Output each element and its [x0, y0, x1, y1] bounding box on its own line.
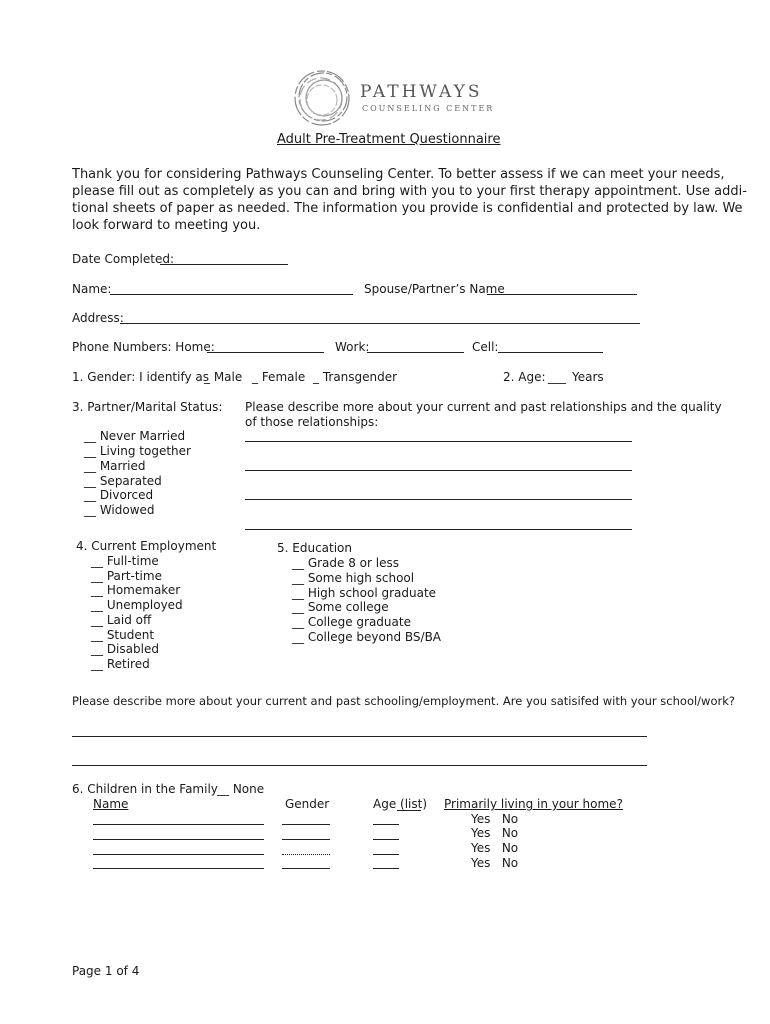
- schooling-answer-line[interactable]: [72, 765, 647, 766]
- address-label: Address:: [72, 311, 124, 325]
- education-option-some-college[interactable]: __ Some college: [292, 600, 389, 614]
- intro-line-1: Thank you for considering Pathways Counseling Center. To better assess if we can meet your needs,: [72, 167, 725, 182]
- child-home-yes-no[interactable]: Yes No: [471, 841, 519, 855]
- phone-home-label: Phone Numbers: Home:: [72, 340, 215, 354]
- marital-label: 3. Partner/Marital Status:: [72, 400, 223, 414]
- gender-label: 1. Gender: I identify as: [72, 370, 209, 384]
- education-option-college-beyond[interactable]: __ College beyond BS/BA: [292, 630, 442, 644]
- address-field[interactable]: [120, 323, 640, 324]
- child-gender-field[interactable]: [282, 839, 330, 840]
- child-name-field[interactable]: [93, 839, 264, 840]
- education-option-college-graduate[interactable]: __ College graduate: [292, 615, 411, 629]
- relationships-answer-line[interactable]: [245, 499, 632, 500]
- child-age-field[interactable]: [373, 868, 399, 869]
- child-gender-field[interactable]: [282, 824, 330, 825]
- children-col-age-underline: [397, 810, 421, 811]
- children-col-age: Age (list): [373, 797, 428, 811]
- page-title: Adult Pre-Treatment Questionnaire: [277, 132, 501, 147]
- child-name-field[interactable]: [93, 868, 264, 869]
- children-none-option[interactable]: __ None: [217, 782, 265, 796]
- education-option-some-high-school[interactable]: __ Some high school: [292, 571, 415, 585]
- marital-option-never-married[interactable]: __ Never Married: [84, 429, 186, 443]
- phone-cell-label: Cell:: [472, 340, 499, 354]
- education-option-high-school-graduate[interactable]: __ High school graduate: [292, 586, 437, 600]
- employment-option-unemployed[interactable]: __ Unemployed: [91, 598, 183, 612]
- phone-home-field[interactable]: [207, 352, 324, 353]
- child-home-yes-no[interactable]: Yes No: [471, 812, 519, 826]
- education-label: 5. Education: [277, 541, 353, 555]
- schooling-prompt: Please describe more about your current and past schooling/employment. Are you satisifed with your school/work?: [72, 694, 735, 708]
- phone-work-label: Work:: [335, 340, 370, 354]
- employment-option-student[interactable]: __ Student: [91, 628, 155, 642]
- employment-option-part-time[interactable]: __ Part-time: [91, 569, 162, 583]
- children-col-gender: Gender: [285, 797, 330, 811]
- marital-option-divorced[interactable]: __ Divorced: [84, 488, 154, 502]
- relationships-answer-line[interactable]: [245, 529, 632, 530]
- logo-name: PATHWAYS: [360, 82, 483, 102]
- employment-option-homemaker[interactable]: __ Homemaker: [91, 583, 181, 597]
- relationships-prompt-line-1: Please describe more about your current and past relationships and the quality: [245, 400, 722, 414]
- name-field[interactable]: [110, 294, 353, 295]
- page-number: Page 1 of 4: [72, 964, 140, 978]
- child-name-field[interactable]: [93, 854, 264, 855]
- employment-label: 4. Current Employment: [76, 539, 217, 553]
- employment-option-laid-off[interactable]: __ Laid off: [91, 613, 152, 627]
- intro-line-3: tional sheets of paper as needed. The information you provide is confidential and protected by law. We: [72, 201, 743, 216]
- gender-option-female[interactable]: _ Female: [252, 370, 306, 384]
- employment-option-full-time[interactable]: __ Full-time: [91, 554, 159, 568]
- child-home-yes-no[interactable]: Yes No: [471, 826, 519, 840]
- gender-option-transgender[interactable]: _ Transgender: [313, 370, 398, 384]
- schooling-answer-line[interactable]: [72, 736, 647, 737]
- education-option-grade-8[interactable]: __ Grade 8 or less: [292, 556, 399, 570]
- phone-cell-field[interactable]: [498, 352, 603, 353]
- date-completed-field[interactable]: [160, 264, 288, 265]
- relationships-prompt-line-2: of those relationships:: [245, 415, 379, 429]
- child-name-field[interactable]: [93, 824, 264, 825]
- children-col-name: Name: [93, 797, 129, 811]
- children-col-home: Primarily living in your home?: [444, 797, 623, 811]
- logo-subtitle: COUNSELING CENTER: [362, 104, 495, 113]
- logo-swirl-icon: [290, 66, 354, 130]
- phone-work-field[interactable]: [367, 352, 464, 353]
- child-gender-field[interactable]: [282, 854, 330, 855]
- employment-option-disabled[interactable]: __ Disabled: [91, 642, 159, 656]
- child-age-field[interactable]: [373, 839, 399, 840]
- intro-line-4: look forward to meeting you.: [72, 218, 261, 233]
- child-age-field[interactable]: [373, 854, 399, 855]
- age-unit: Years: [572, 370, 604, 384]
- child-age-field[interactable]: [373, 824, 399, 825]
- age-label: 2. Age:: [503, 370, 546, 384]
- gender-option-male[interactable]: _ Male: [204, 370, 243, 384]
- marital-option-married[interactable]: __ Married: [84, 459, 146, 473]
- name-label: Name:: [72, 282, 112, 296]
- logo: [290, 66, 610, 130]
- marital-option-living-together[interactable]: __ Living together: [84, 444, 191, 458]
- date-completed-label: Date Completed:: [72, 252, 174, 266]
- marital-option-separated[interactable]: __ Separated: [84, 474, 162, 488]
- relationships-answer-line[interactable]: [245, 470, 632, 471]
- relationships-answer-line[interactable]: [245, 441, 632, 442]
- intro-line-2: please fill out as completely as you can and bring with you to your first therapy appointment. Use addi-: [72, 184, 747, 199]
- spouse-field[interactable]: [487, 294, 637, 295]
- children-label: 6. Children in the Family: [72, 782, 218, 796]
- child-home-yes-no[interactable]: Yes No: [471, 856, 519, 870]
- employment-option-retired[interactable]: __ Retired: [91, 657, 150, 671]
- marital-option-widowed[interactable]: __ Widowed: [84, 503, 155, 517]
- age-field[interactable]: ___: [548, 370, 566, 384]
- child-gender-field[interactable]: [282, 868, 330, 869]
- spouse-label: Spouse/Partner’s Name: [364, 282, 505, 296]
